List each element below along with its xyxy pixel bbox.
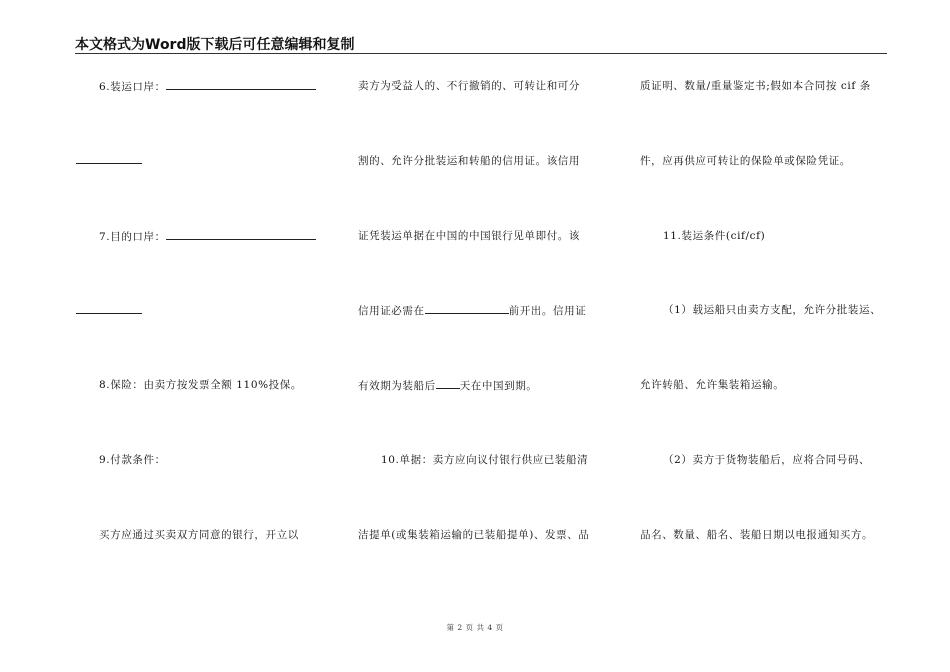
item-9-label: 9.付款条件： <box>99 454 166 466</box>
middle-line-7: 洁提单(或集装箱运输的已装船提单)、发票、品 <box>358 529 590 541</box>
middle-line-5 <box>358 378 537 393</box>
middle-line-1: 卖方为受益人的、不行撤销的、可转让和可分 <box>358 80 580 92</box>
right-line-2: 件，应再供应可转让的保险单或保险凭证。 <box>640 155 851 167</box>
item-9-body: 买方应通过买卖双方同意的银行，开立以 <box>99 529 299 541</box>
item-6-label: 6.装运口岸： <box>99 81 166 93</box>
item-8-text: 8.保险：由卖方按发票全额 110%投保。 <box>99 379 302 391</box>
item-7-blank[interactable] <box>166 229 316 240</box>
page-number-footer: 第 2 页 共 4 页 <box>446 623 504 632</box>
item-6-blank[interactable] <box>166 79 316 90</box>
middle-line-5-suffix: 天在中国到期。 <box>459 380 538 392</box>
item-7-label: 7.目的口岸： <box>99 231 166 243</box>
right-line-4: （1）载运船只由卖方支配，允许分批装运、 <box>663 304 882 316</box>
item-10-text: 10.单据：卖方应向议付银行供应已装船清 <box>381 454 589 466</box>
issue-date-blank[interactable] <box>425 303 509 314</box>
right-line-1: 质证明、数量/重量鉴定书;假如本合同按 cif 条 <box>640 80 871 92</box>
document-header-title: 本文格式为Word版下载后可任意编辑和复制 <box>75 37 355 53</box>
middle-line-4-suffix: 前开出。信用证 <box>508 305 587 317</box>
validity-days-blank[interactable] <box>436 378 460 389</box>
right-line-7: 品名、数量、船名、装船日期以电报通知买方。 <box>640 529 874 541</box>
middle-line-5-prefix: 有效期为装船后 <box>358 380 436 392</box>
item-7-continuation-blank[interactable] <box>76 313 142 314</box>
right-line-5: 允许转船、允许集装箱运输。 <box>640 379 785 391</box>
right-line-6: （2）卖方于货物装船后，应将合同号码、 <box>663 454 871 466</box>
middle-line-3: 证凭装运单据在中国的中国银行见单即付。该 <box>358 230 580 242</box>
header-divider <box>75 53 887 54</box>
middle-line-4-prefix: 信用证必需在 <box>358 305 425 317</box>
item-7-row <box>99 229 316 244</box>
item-6-continuation-blank[interactable] <box>76 163 142 164</box>
middle-line-2: 割的、允许分批装运和转船的信用证。该信用 <box>358 155 580 167</box>
item-6-row <box>99 79 316 94</box>
middle-line-4 <box>358 303 586 318</box>
item-11-title: 11.装运条件(cif/cf) <box>663 230 766 242</box>
